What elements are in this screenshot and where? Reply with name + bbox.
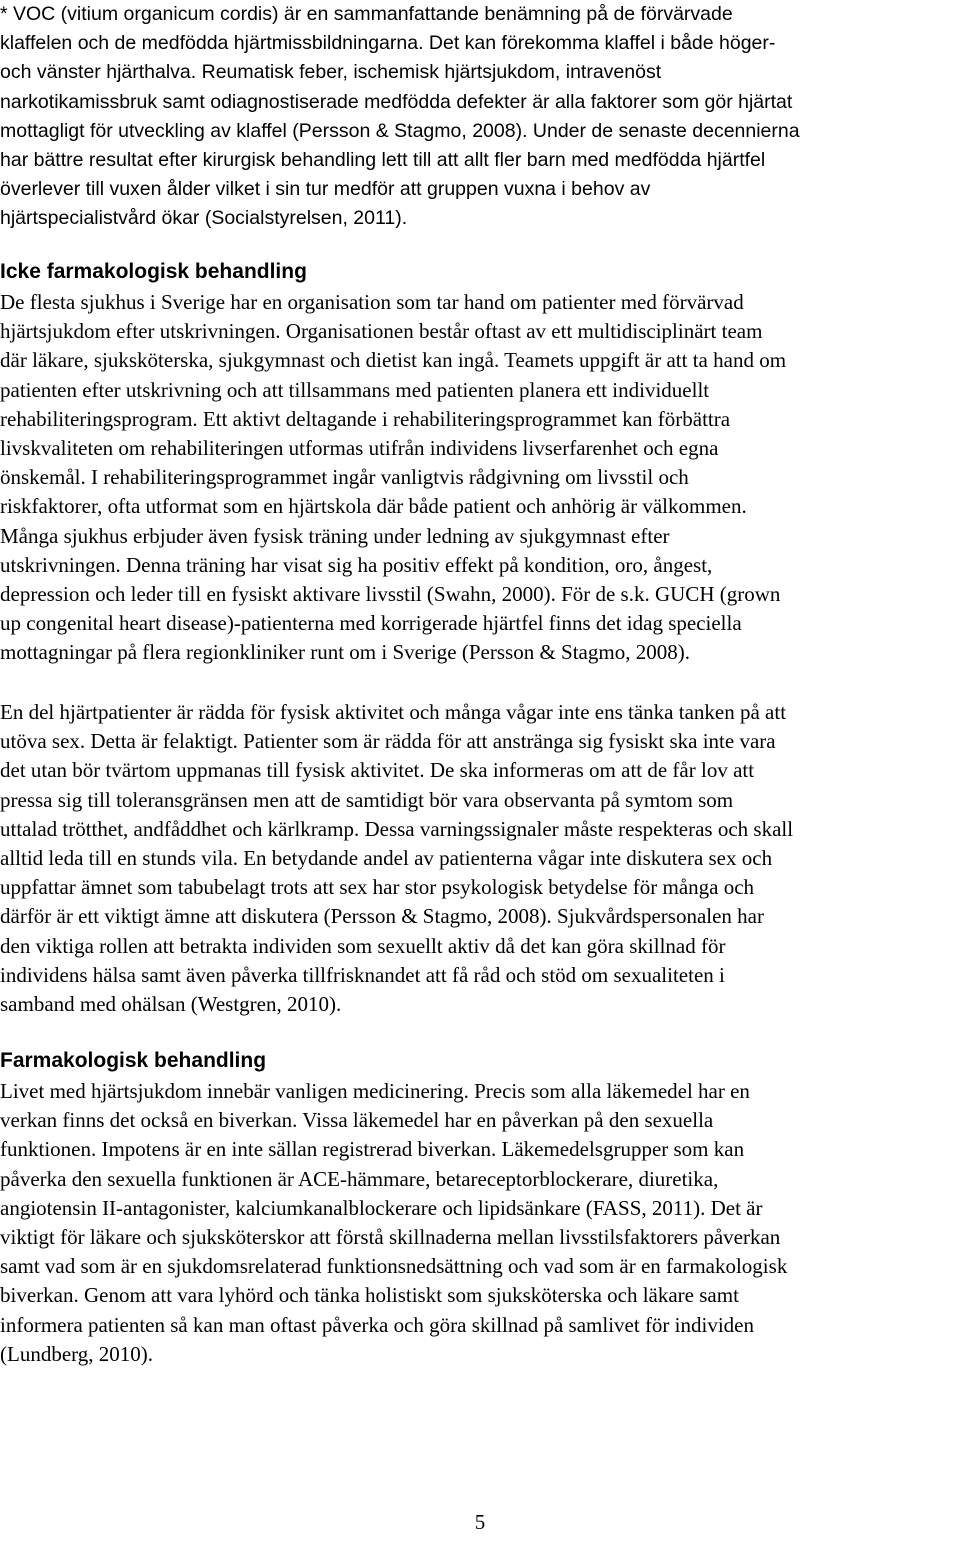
body-line: uttalad trötthet, andfåddhet och kärlkramp. Dessa varningssignaler måste respekteras och skall: [0, 816, 794, 841]
body-line: utskrivningen. Denna träning har visat sig ha positiv effekt på kondition, oro, ångest,: [0, 552, 713, 577]
body-line: påverka den sexuella funktionen är ACE-hämmare, betareceptorblockerare, diuretika,: [0, 1166, 719, 1191]
body-line: alltid leda till en stunds vila. En betydande andel av patienterna vågar inte diskutera sex och: [0, 845, 773, 870]
body-line: informera patienten så kan man oftast påverka och göra skillnad på samlivet för individen: [0, 1312, 755, 1337]
intro-paragraph: [0, 0, 960, 234]
body-line: den viktiga rollen att betrakta individen som sexuellt aktiv då det kan göra skillnad för: [0, 933, 726, 958]
body-line: samt vad som är en sjukdomsrelaterad funktionsnedsättning och vad som är en farmakologisk: [0, 1254, 788, 1279]
body-line: viktigt för läkare och sjuksköterskor att förstå skillnaderna mellan livsstilsfaktorers påverkan: [0, 1224, 781, 1249]
section-icke-body: [0, 288, 960, 667]
body-line: det utan bör tvärtom uppmanas till fysisk aktivitet. De ska informeras om att de får lov att: [0, 758, 755, 783]
body-line: utöva sex. Detta är felaktigt. Patienter som är rädda för att anstränga sig fysiskt ska inte vara: [0, 729, 776, 754]
body-line: uppfattar ämnet som tabubelagt trots att sex har stor psykologisk betydelse för många och: [0, 875, 755, 900]
body-line: pressa sig till toleransgränsen men att de samtidigt bör vara observanta på symtom som: [0, 787, 734, 812]
page-number: 5: [474, 1510, 486, 1534]
body-line: livskvaliteten om rehabiliteringen utformas utifrån individens livserfarenhet och egna: [0, 435, 719, 460]
intro-line: mottagligt för utveckling av klaffel (Persson & Stagmo, 2008). Under de senaste decennierna: [0, 119, 800, 142]
body-line: depression och leder till en fysiskt aktivare livsstil (Swahn, 2000). För de s.k. GUCH (grown: [0, 581, 781, 606]
body-line: En del hjärtpatienter är rädda för fysisk aktivitet och många vågar inte ens tänka tanken på att: [0, 700, 787, 724]
body-line: funktionen. Impotens är en inte sällan registrerad biverkan. Läkemedelsgrupper som kan: [0, 1137, 745, 1162]
paragraph-sex: [0, 698, 960, 1019]
body-line: samband med ohälsan (Westgren, 2010).: [0, 991, 342, 1016]
body-line: patienten efter utskrivning och att tillsammans med patienten planera ett individuellt: [0, 377, 710, 402]
body-line: verkan finns det också en biverkan. Vissa läkemedel har en påverkan på den sexuella: [0, 1108, 714, 1133]
body-line: önskemål. I rehabiliteringsprogrammet ingår vanligtvis rådgivning om livsstil och: [0, 465, 689, 490]
body-line: Många sjukhus erbjuder även fysisk träning under ledning av sjukgymnast efter: [0, 523, 670, 548]
body-line: mottagningar på flera regionkliniker runt om i Sverige (Persson & Stagmo, 2008).: [0, 640, 690, 665]
body-line: riskfaktorer, ofta utformat som en hjärtskola där både patient och anhörig är välkommen.: [0, 494, 747, 519]
body-line: De flesta sjukhus i Sverige har en organisation som tar hand om patienter med förvärvad: [0, 290, 744, 314]
body-line: därför är ett viktigt ämne att diskutera (Persson & Stagmo, 2008). Sjukvårdspersonalen har: [0, 904, 764, 929]
section-heading-farmakologisk: Farmakologisk behandling: [0, 1049, 267, 1072]
intro-line: har bättre resultat efter kirurgisk behandling lett till att allt fler barn med medfödda hjärtfel: [0, 148, 766, 171]
body-line: där läkare, sjuksköterska, sjukgymnast och dietist kan ingå. Teamets uppgift är att ta hand om: [0, 348, 787, 373]
section-farma-body: [0, 1077, 960, 1369]
intro-line: * VOC (vitium organicum cordis) är en sammanfattande benämning på de förvärvade: [0, 3, 733, 25]
intro-line: klaffelen och de medfödda hjärtmissbildningarna. Det kan förekomma klaffel i både höger-: [0, 32, 776, 55]
body-line: hjärtsjukdom efter utskrivningen. Organisationen består oftast av ett multidisciplinärt team: [0, 319, 763, 344]
body-line: biverkan. Genom att vara lyhörd och tänka holistiskt som sjuksköterska och läkare samt: [0, 1283, 739, 1308]
body-line: angiotensin II-antagonister, kalciumkanalblockerare och lipidsänkare (FASS, 2011). Det är: [0, 1195, 763, 1220]
body-line: Livet med hjärtsjukdom innebär vanligen medicinering. Precis som alla läkemedel har en: [0, 1079, 750, 1103]
body-line: (Lundberg, 2010).: [0, 1341, 153, 1366]
section-heading-icke-farmakologisk: Icke farmakologisk behandling: [0, 260, 307, 283]
intro-line: hjärtspecialistvård ökar (Socialstyrelsen, 2011).: [0, 207, 408, 230]
body-line: individens hälsa samt även påverka tillfrisknandet att få råd och stöd om sexualiteten i: [0, 962, 725, 987]
intro-line: narkotikamissbruk samt odiagnostiserade medfödda defekter är alla faktorer som gör hjärtat: [0, 90, 793, 113]
body-line: rehabiliteringsprogram. Ett aktivt deltagande i rehabiliteringsprogrammet kan förbättra: [0, 406, 731, 431]
intro-line: och vänster hjärthalva. Reumatisk feber, ischemisk hjärtsjukdom, intravenöst: [0, 61, 662, 84]
body-line: up congenital heart disease)-patienterna med korrigerade hjärtfel finns det idag speciella: [0, 611, 742, 636]
intro-line: överlever till vuxen ålder vilket i sin tur medför att gruppen vuxna i behov av: [0, 178, 651, 201]
